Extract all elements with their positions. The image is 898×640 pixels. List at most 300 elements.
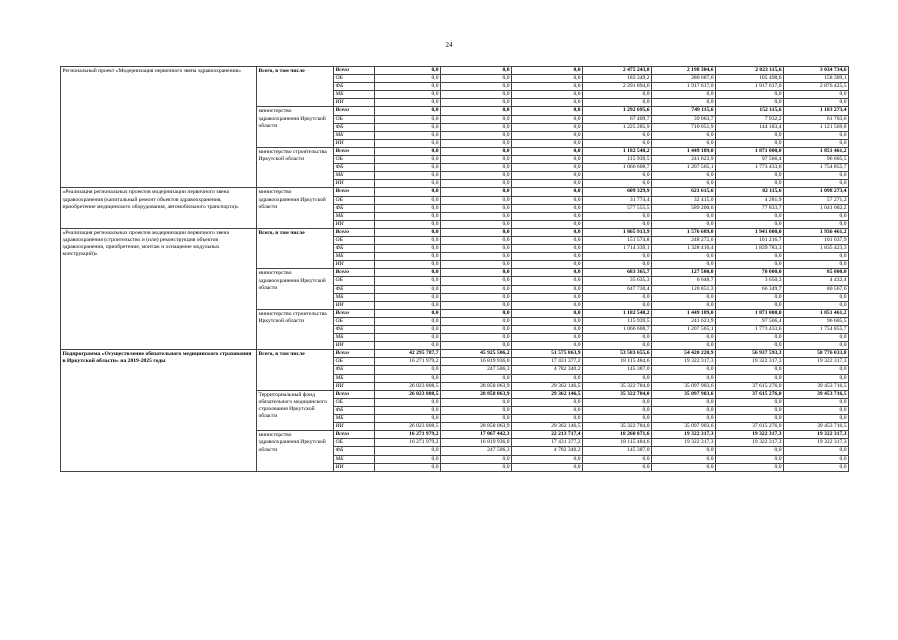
amount-cell: 96 605,5 xyxy=(784,156,849,164)
amount-cell: 0,0 xyxy=(512,293,583,301)
funding-source-cell: ОБ xyxy=(334,236,375,244)
funding-source-cell: ИИ xyxy=(334,180,375,188)
amount-cell: 45 925 506,2 xyxy=(441,350,512,358)
funding-source-cell: МБ xyxy=(334,253,375,261)
amount-cell: 66 349,7 xyxy=(716,285,784,293)
amount-cell: 0,0 xyxy=(375,455,441,463)
amount-cell: 39 453 716,5 xyxy=(784,382,849,390)
amount-cell: 0,0 xyxy=(375,188,441,196)
amount-cell: 0,0 xyxy=(512,406,583,414)
executor-cell: министерство здравоохранения Иркутской области xyxy=(257,269,334,309)
amount-cell: 589 200,6 xyxy=(652,204,716,212)
amount-cell: 0,0 xyxy=(512,67,583,75)
table-row xyxy=(61,228,849,236)
amount-cell: 0,0 xyxy=(784,180,849,188)
amount-cell: 115 939,5 xyxy=(583,317,652,325)
amount-cell: 1 576 689,0 xyxy=(652,228,716,236)
amount-cell: 0,0 xyxy=(441,228,512,236)
amount-cell: 0,0 xyxy=(784,447,849,455)
amount-cell: 51 575 863,9 xyxy=(512,350,583,358)
amount-cell: 0,0 xyxy=(441,342,512,350)
amount-cell: 577 555,5 xyxy=(583,204,652,212)
amount-cell: 0,0 xyxy=(375,277,441,285)
amount-cell: 1 449 189,0 xyxy=(652,147,716,155)
funding-source-cell: ФБ xyxy=(334,285,375,293)
executor-cell: министерство здравоохранения Иркутской области xyxy=(257,188,334,228)
amount-cell: 19 322 317,3 xyxy=(716,358,784,366)
funding-source-cell: ИИ xyxy=(334,342,375,350)
amount-cell: 0,0 xyxy=(716,374,784,382)
amount-cell: 2 475 243,8 xyxy=(583,67,652,75)
funding-source-cell: Всего xyxy=(334,309,375,317)
amount-cell: 0,0 xyxy=(375,415,441,423)
amount-cell: 67 409,7 xyxy=(583,115,652,123)
funding-source-cell: ОБ xyxy=(334,196,375,204)
amount-cell: 2 023 115,6 xyxy=(716,67,784,75)
amount-cell: 101 216,7 xyxy=(716,236,784,244)
amount-cell: 0,0 xyxy=(441,164,512,172)
amount-cell: 35 097 903,6 xyxy=(652,390,716,398)
amount-cell: 0,0 xyxy=(375,156,441,164)
funding-source-cell: ИИ xyxy=(334,423,375,431)
amount-cell: 0,0 xyxy=(784,463,849,471)
amount-cell: 0,0 xyxy=(716,139,784,147)
amount-cell: 0,0 xyxy=(652,91,716,99)
funding-source-cell: ИИ xyxy=(334,99,375,107)
amount-cell: 53 583 655,6 xyxy=(583,350,652,358)
amount-cell: 0,0 xyxy=(784,139,849,147)
amount-cell: 0,0 xyxy=(583,301,652,309)
amount-cell: 0,0 xyxy=(375,99,441,107)
amount-cell: 0,0 xyxy=(441,309,512,317)
amount-cell: 101 037,9 xyxy=(784,236,849,244)
amount-cell: 35 322 784,0 xyxy=(583,382,652,390)
amount-cell: 120 851,3 xyxy=(652,285,716,293)
amount-cell: 18 115 484,6 xyxy=(583,358,652,366)
amount-cell: 0,0 xyxy=(583,455,652,463)
amount-cell: 16 271 979,2 xyxy=(375,439,441,447)
funding-source-cell: ОБ xyxy=(334,317,375,325)
amount-cell: 0,0 xyxy=(716,220,784,228)
funding-source-cell: ИИ xyxy=(334,301,375,309)
amount-cell: 0,0 xyxy=(652,463,716,471)
amount-cell: 0,0 xyxy=(375,75,441,83)
amount-cell: 0,0 xyxy=(512,245,583,253)
amount-cell: 0,0 xyxy=(512,342,583,350)
amount-cell: 0,0 xyxy=(716,172,784,180)
amount-cell: 26 023 808,5 xyxy=(375,423,441,431)
funding-source-cell: МБ xyxy=(334,212,375,220)
amount-cell: 1 851 461,2 xyxy=(784,147,849,155)
amount-cell: 0,0 xyxy=(512,131,583,139)
amount-cell: 0,0 xyxy=(652,366,716,374)
amount-cell: 647 730,4 xyxy=(583,285,652,293)
amount-cell: 0,0 xyxy=(441,188,512,196)
amount-cell: 0,0 xyxy=(375,196,441,204)
amount-cell: 0,0 xyxy=(716,406,784,414)
amount-cell: 0,0 xyxy=(441,277,512,285)
amount-cell: 0,0 xyxy=(652,455,716,463)
amount-cell: 0,0 xyxy=(583,374,652,382)
amount-cell: 1 098 273,4 xyxy=(784,188,849,196)
amount-cell: 0,0 xyxy=(512,123,583,131)
amount-cell: 0,0 xyxy=(375,212,441,220)
amount-cell: 0,0 xyxy=(512,463,583,471)
amount-cell: 1 292 695,6 xyxy=(583,107,652,115)
amount-cell: 4 782 340,2 xyxy=(512,447,583,455)
amount-cell: 0,0 xyxy=(583,293,652,301)
funding-source-cell: МБ xyxy=(334,91,375,99)
amount-cell: 1 941 000,0 xyxy=(716,228,784,236)
funding-source-cell: ОБ xyxy=(334,75,375,83)
funding-source-cell: ФБ xyxy=(334,447,375,455)
amount-cell: 29 362 146,5 xyxy=(512,423,583,431)
amount-cell: 0,0 xyxy=(512,301,583,309)
amount-cell: 105 498,6 xyxy=(716,75,784,83)
amount-cell: 0,0 xyxy=(375,180,441,188)
amount-cell: 0,0 xyxy=(652,139,716,147)
amount-cell: 1 851 461,2 xyxy=(784,309,849,317)
amount-cell: 0,0 xyxy=(441,123,512,131)
amount-cell: 0,0 xyxy=(512,228,583,236)
amount-cell: 0,0 xyxy=(784,301,849,309)
amount-cell: 0,0 xyxy=(583,406,652,414)
amount-cell: 37 615 276,0 xyxy=(716,423,784,431)
amount-cell: 0,0 xyxy=(652,406,716,414)
amount-cell: 145 387,0 xyxy=(583,447,652,455)
amount-cell: 4 281,9 xyxy=(716,196,784,204)
amount-cell: 0,0 xyxy=(716,342,784,350)
amount-cell: 0,0 xyxy=(512,147,583,155)
amount-cell: 0,0 xyxy=(716,131,784,139)
executor-cell: министерство здравоохранения Иркутской области xyxy=(257,107,334,147)
funding-source-cell: ФБ xyxy=(334,326,375,334)
executor-cell: Всего, в том числе xyxy=(257,228,334,268)
amount-cell: 0,0 xyxy=(375,366,441,374)
amount-cell: 0,0 xyxy=(652,415,716,423)
amount-cell: 19 322 317,3 xyxy=(716,439,784,447)
amount-cell: 96 605,5 xyxy=(784,317,849,325)
amount-cell: 1 121 569,8 xyxy=(784,123,849,131)
amount-cell: 77 833,7 xyxy=(716,204,784,212)
amount-cell: 0,0 xyxy=(375,147,441,155)
amount-cell: 19 322 317,3 xyxy=(784,439,849,447)
amount-cell: 0,0 xyxy=(441,317,512,325)
amount-cell: 16 271 979,2 xyxy=(375,431,441,439)
amount-cell: 19 322 317,3 xyxy=(652,439,716,447)
funding-source-cell: ОБ xyxy=(334,439,375,447)
amount-cell: 0,0 xyxy=(441,236,512,244)
amount-cell: 0,0 xyxy=(784,99,849,107)
amount-cell: 0,0 xyxy=(375,398,441,406)
amount-cell: 6 648,7 xyxy=(652,277,716,285)
amount-cell: 35 322 784,0 xyxy=(583,390,652,398)
amount-cell: 0,0 xyxy=(375,123,441,131)
amount-cell: 152 115,6 xyxy=(716,107,784,115)
amount-cell: 0,0 xyxy=(716,99,784,107)
amount-cell: 0,0 xyxy=(583,415,652,423)
amount-cell: 0,0 xyxy=(441,156,512,164)
amount-cell: 0,0 xyxy=(652,261,716,269)
funding-source-cell: Всего xyxy=(334,228,375,236)
amount-cell: 0,0 xyxy=(652,131,716,139)
amount-cell: 0,0 xyxy=(512,212,583,220)
amount-cell: 26 023 808,5 xyxy=(375,382,441,390)
amount-cell: 0,0 xyxy=(375,293,441,301)
amount-cell: 19 322 317,3 xyxy=(652,431,716,439)
amount-cell: 0,0 xyxy=(441,285,512,293)
funding-source-cell: ОБ xyxy=(334,156,375,164)
amount-cell: 0,0 xyxy=(375,91,441,99)
amount-cell: 37 615 276,0 xyxy=(716,382,784,390)
funding-source-cell: ИИ xyxy=(334,261,375,269)
amount-cell: 710 051,9 xyxy=(652,123,716,131)
amount-cell: 0,0 xyxy=(441,131,512,139)
funding-source-cell: Всего xyxy=(334,350,375,358)
amount-cell: 0,0 xyxy=(375,107,441,115)
amount-cell: 0,0 xyxy=(512,269,583,277)
amount-cell: 0,0 xyxy=(441,83,512,91)
amount-cell: 17 067 442,3 xyxy=(441,431,512,439)
amount-cell: 35 635,3 xyxy=(583,277,652,285)
amount-cell: 0,0 xyxy=(375,463,441,471)
amount-cell: 0,0 xyxy=(375,285,441,293)
amount-cell: 0,0 xyxy=(512,107,583,115)
funding-source-cell: МБ xyxy=(334,334,375,342)
amount-cell: 16 271 979,2 xyxy=(375,358,441,366)
amount-cell: 0,0 xyxy=(652,342,716,350)
amount-cell: 0,0 xyxy=(375,253,441,261)
amount-cell: 0,0 xyxy=(375,139,441,147)
program-description: Региональный проект «Модернизация первичного звена здравоохранения» xyxy=(61,67,257,188)
amount-cell: 1 865 913,9 xyxy=(583,228,652,236)
amount-cell: 0,0 xyxy=(784,334,849,342)
amount-cell: 1 773 433,6 xyxy=(716,326,784,334)
amount-cell: 0,0 xyxy=(441,204,512,212)
amount-cell: 0,0 xyxy=(512,196,583,204)
amount-cell: 0,0 xyxy=(512,188,583,196)
amount-cell: 0,0 xyxy=(375,334,441,342)
amount-cell: 0,0 xyxy=(375,269,441,277)
amount-cell: 0,0 xyxy=(716,366,784,374)
amount-cell: 0,0 xyxy=(512,83,583,91)
amount-cell: 0,0 xyxy=(512,172,583,180)
amount-cell: 0,0 xyxy=(652,293,716,301)
amount-cell: 0,0 xyxy=(375,326,441,334)
amount-cell: 0,0 xyxy=(512,139,583,147)
amount-cell: 0,0 xyxy=(441,172,512,180)
amount-cell: 61 703,6 xyxy=(784,115,849,123)
funding-source-cell: ИИ xyxy=(334,463,375,471)
amount-cell: 0,0 xyxy=(375,204,441,212)
amount-cell: 0,0 xyxy=(512,115,583,123)
amount-cell: 0,0 xyxy=(375,164,441,172)
amount-cell: 42 295 787,7 xyxy=(375,350,441,358)
table-body xyxy=(61,67,849,472)
amount-cell: 749 115,6 xyxy=(652,107,716,115)
amount-cell: 0,0 xyxy=(716,261,784,269)
amount-cell: 0,0 xyxy=(512,455,583,463)
amount-cell: 4 782 340,2 xyxy=(512,366,583,374)
amount-cell: 2 876 425,5 xyxy=(784,83,849,91)
amount-cell: 17 431 377,2 xyxy=(512,439,583,447)
amount-cell: 0,0 xyxy=(716,455,784,463)
amount-cell: 1 449 189,0 xyxy=(652,309,716,317)
amount-cell: 0,0 xyxy=(375,317,441,325)
amount-cell: 19 322 317,3 xyxy=(652,358,716,366)
amount-cell: 0,0 xyxy=(583,139,652,147)
amount-cell: 0,0 xyxy=(512,99,583,107)
amount-cell: 0,0 xyxy=(652,301,716,309)
amount-cell: 151 574,8 xyxy=(583,236,652,244)
amount-cell: 0,0 xyxy=(512,415,583,423)
program-description: «Реализация региональных проектов модернизации первичного звена здравоохранения (капитальный ремонт объектов здравоохранения, приобретение медицинского оборудования, автомобильного транспорта)» xyxy=(61,188,257,228)
amount-cell: 0,0 xyxy=(441,212,512,220)
amount-cell: 17 431 377,2 xyxy=(512,358,583,366)
amount-cell: 0,0 xyxy=(716,91,784,99)
amount-cell: 19 322 317,3 xyxy=(716,431,784,439)
amount-cell: 1 182 548,2 xyxy=(583,147,652,155)
amount-cell: 0,0 xyxy=(512,309,583,317)
funding-source-cell: Всего xyxy=(334,431,375,439)
amount-cell: 0,0 xyxy=(784,366,849,374)
amount-cell: 0,0 xyxy=(375,374,441,382)
amount-cell: 0,0 xyxy=(512,317,583,325)
table-row xyxy=(61,188,849,196)
amount-cell: 145 387,0 xyxy=(583,366,652,374)
amount-cell: 58 776 033,8 xyxy=(784,350,849,358)
amount-cell: 97 566,4 xyxy=(716,156,784,164)
amount-cell: 1 328 416,4 xyxy=(652,245,716,253)
funding-source-cell: ФБ xyxy=(334,83,375,91)
executor-cell: министерство строительства Иркутской области xyxy=(257,147,334,187)
amount-cell: 0,0 xyxy=(441,374,512,382)
amount-cell: 18 260 871,6 xyxy=(583,431,652,439)
amount-cell: 0,0 xyxy=(441,455,512,463)
amount-cell: 0,0 xyxy=(441,261,512,269)
amount-cell: 0,0 xyxy=(652,99,716,107)
amount-cell: 0,0 xyxy=(583,131,652,139)
amount-cell: 241 623,9 xyxy=(652,317,716,325)
amount-cell: 0,0 xyxy=(583,342,652,350)
amount-cell: 0,0 xyxy=(716,301,784,309)
amount-cell: 0,0 xyxy=(583,91,652,99)
amount-cell: 0,0 xyxy=(512,261,583,269)
amount-cell: 56 937 593,3 xyxy=(716,350,784,358)
amount-cell: 39 453 716,5 xyxy=(784,423,849,431)
funding-source-cell: ОБ xyxy=(334,115,375,123)
amount-cell: 0,0 xyxy=(784,261,849,269)
amount-cell: 0,0 xyxy=(512,253,583,261)
funding-source-cell: Всего xyxy=(334,67,375,75)
amount-cell: 26 023 808,5 xyxy=(375,390,441,398)
amount-cell: 35 097 903,6 xyxy=(652,423,716,431)
amount-cell: 57 271,2 xyxy=(784,196,849,204)
amount-cell: 1 839 783,3 xyxy=(716,245,784,253)
amount-cell: 0,0 xyxy=(375,301,441,309)
amount-cell: 1 182 548,2 xyxy=(583,309,652,317)
amount-cell: 1 207 565,1 xyxy=(652,164,716,172)
amount-cell: 0,0 xyxy=(716,415,784,423)
amount-cell: 0,0 xyxy=(512,326,583,334)
amount-cell: 0,0 xyxy=(583,172,652,180)
amount-cell: 0,0 xyxy=(512,204,583,212)
program-description: «Реализация региональных проектов модернизации первичного звена здравоохранения (строительство и (или) реконструкция объектов здравоохранения, приобретение, монтаж и оснащение модульных конструкций)» xyxy=(61,228,257,349)
amount-cell: 16 819 936,0 xyxy=(441,358,512,366)
amount-cell: 0,0 xyxy=(441,245,512,253)
amount-cell: 0,0 xyxy=(784,415,849,423)
amount-cell: 0,0 xyxy=(652,398,716,406)
amount-cell: 0,0 xyxy=(441,269,512,277)
amount-cell: 0,0 xyxy=(716,180,784,188)
amount-cell: 0,0 xyxy=(375,131,441,139)
amount-cell: 0,0 xyxy=(441,220,512,228)
amount-cell: 0,0 xyxy=(441,139,512,147)
amount-cell: 0,0 xyxy=(784,212,849,220)
amount-cell: 247 506,3 xyxy=(441,447,512,455)
amount-cell: 3 034 734,6 xyxy=(784,67,849,75)
amount-cell: 0,0 xyxy=(375,342,441,350)
amount-cell: 609 329,9 xyxy=(583,188,652,196)
amount-cell: 0,0 xyxy=(441,107,512,115)
amount-cell: 0,0 xyxy=(512,285,583,293)
amount-cell: 0,0 xyxy=(716,398,784,406)
amount-cell: 0,0 xyxy=(512,236,583,244)
amount-cell: 0,0 xyxy=(652,220,716,228)
amount-cell: 0,0 xyxy=(441,99,512,107)
funding-source-cell: ИИ xyxy=(334,220,375,228)
amount-cell: 0,0 xyxy=(784,342,849,350)
amount-cell: 0,0 xyxy=(441,415,512,423)
amount-cell: 29 362 146,5 xyxy=(512,382,583,390)
funding-source-cell: ОБ xyxy=(334,398,375,406)
amount-cell: 158 309,1 xyxy=(784,75,849,83)
amount-cell: 0,0 xyxy=(441,91,512,99)
funding-source-cell: ФБ xyxy=(334,406,375,414)
amount-cell: 1 754 855,7 xyxy=(784,326,849,334)
amount-cell: 0,0 xyxy=(784,172,849,180)
amount-cell: 280 687,6 xyxy=(652,75,716,83)
amount-cell: 0,0 xyxy=(512,75,583,83)
amount-cell: 1 066 608,7 xyxy=(583,164,652,172)
amount-cell: 0,0 xyxy=(583,334,652,342)
program-description: Подпрограмма «Осуществление обязательного медицинского страхования в Иркутской области» на 2019-2025 годы xyxy=(61,350,257,471)
amount-cell: 1 917 617,0 xyxy=(716,83,784,91)
amount-cell: 0,0 xyxy=(512,277,583,285)
amount-cell: 0,0 xyxy=(716,447,784,455)
amount-cell: 0,0 xyxy=(441,334,512,342)
amount-cell: 80 567,6 xyxy=(784,285,849,293)
amount-cell: 0,0 xyxy=(583,463,652,471)
amount-cell: 0,0 xyxy=(375,83,441,91)
amount-cell: 54 420 220,9 xyxy=(652,350,716,358)
page-number: 24 xyxy=(445,41,453,49)
amount-cell: 0,0 xyxy=(441,196,512,204)
amount-cell: 0,0 xyxy=(583,212,652,220)
amount-cell: 0,0 xyxy=(583,180,652,188)
funding-source-cell: ФБ xyxy=(334,366,375,374)
amount-cell: 0,0 xyxy=(784,398,849,406)
amount-cell: 1 871 000,0 xyxy=(716,309,784,317)
executor-cell: министерство здравоохранения Иркутской области xyxy=(257,431,334,471)
funding-source-cell: Всего xyxy=(334,147,375,155)
amount-cell: 0,0 xyxy=(716,334,784,342)
amount-cell: 1 936 461,2 xyxy=(784,228,849,236)
amount-cell: 0,0 xyxy=(375,447,441,455)
table-row xyxy=(61,67,849,75)
amount-cell: 0,0 xyxy=(583,261,652,269)
amount-cell: 0,0 xyxy=(375,172,441,180)
